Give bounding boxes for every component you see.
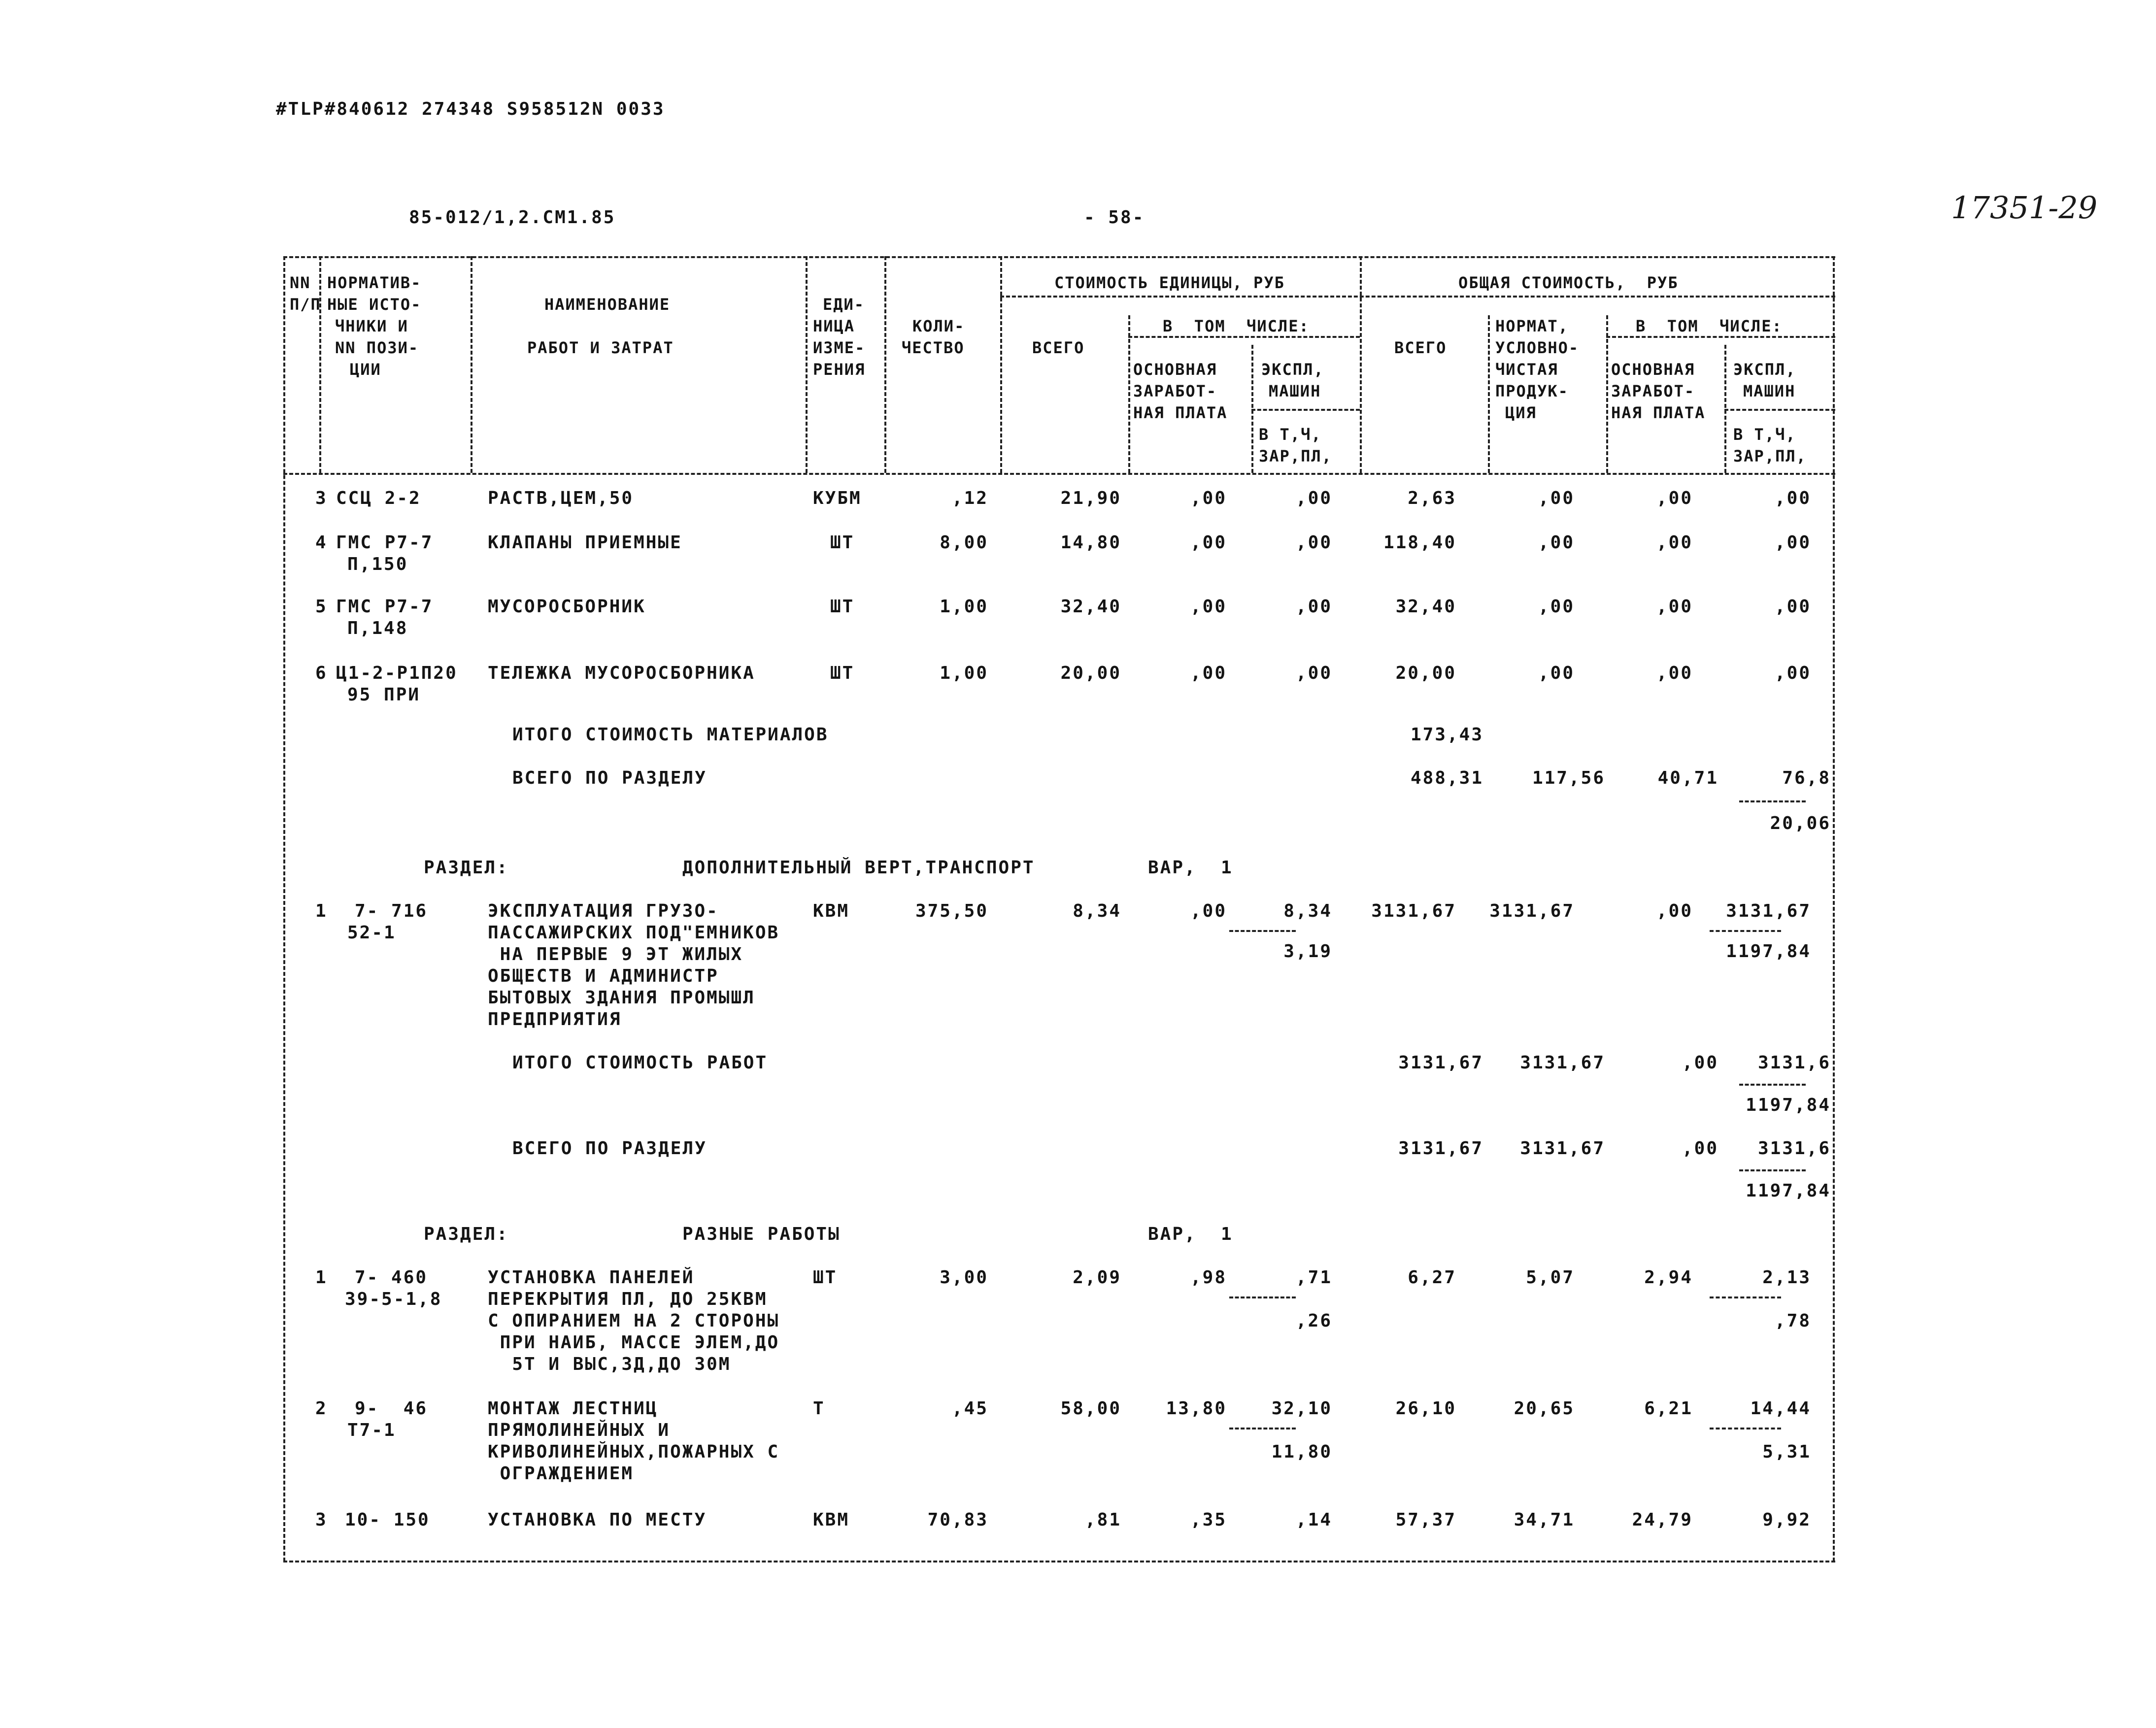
row-qty: 375,50 xyxy=(915,901,988,921)
row-number: 6 xyxy=(315,663,328,683)
row-code: 10- 150 xyxy=(345,1510,430,1530)
row-code: 9- 46 xyxy=(355,1398,428,1419)
table-bottom-border xyxy=(283,1561,1835,1562)
header-total-norm: ЧИСТАЯ xyxy=(1495,360,1558,379)
row-code-line2: П,150 xyxy=(347,554,408,574)
col-divider xyxy=(471,256,472,473)
section-title: РАЗНЫЕ РАБОТЫ xyxy=(682,1224,841,1244)
row-qty: 8,00 xyxy=(940,532,988,553)
fraction-line xyxy=(1739,800,1806,802)
row-number: 2 xyxy=(315,1398,328,1419)
header-unit-wage: НАЯ ПЛАТА xyxy=(1133,403,1228,422)
header-nn: NN xyxy=(290,273,311,292)
row-code: 7- 716 xyxy=(355,901,428,921)
row-number: 1 xyxy=(315,901,328,921)
row-unit: Т xyxy=(813,1398,825,1419)
header-unit: НИЦА xyxy=(813,317,855,335)
col-divider xyxy=(1488,315,1490,473)
page-number: - 58- xyxy=(1084,207,1145,228)
row-unit-wage: 13,80 xyxy=(1166,1398,1227,1419)
row-norm: 5,07 xyxy=(1526,1267,1575,1288)
fraction-line xyxy=(1229,1428,1296,1429)
header-unit-mach-divider xyxy=(1251,409,1360,411)
row-number: 3 xyxy=(315,1510,328,1530)
row-name: ПРЕДПРИЯТИЯ xyxy=(488,1009,622,1030)
header-source: НЫЕ ИСТО- xyxy=(327,295,422,314)
row-unit-mach: ,14 xyxy=(1295,1510,1332,1530)
col-divider xyxy=(1606,315,1608,473)
row-total-mach: 9,92 xyxy=(1762,1510,1811,1530)
row-code-line2: 39-5-1,8 xyxy=(345,1289,442,1309)
row-unit: ШТ xyxy=(830,597,855,617)
header-total-norm: НОРМАТ, xyxy=(1495,317,1569,335)
sum-works-mach: 3131,6 xyxy=(1757,1053,1831,1073)
row-name: ПЕРЕКРЫТИЯ ПЛ, ДО 25КВМ xyxy=(488,1289,768,1309)
page-code: 85-012/1,2.CM1.85 xyxy=(409,207,616,228)
row-code-line2: Т7-1 xyxy=(347,1420,396,1440)
row-code: 7- 460 xyxy=(355,1267,428,1288)
row-name: КРИВОЛИНЕЙНЫХ,ПОЖАРНЫХ С xyxy=(488,1442,780,1462)
header-total-cost-group: ОБЩАЯ СТОИМОСТЬ, РУБ xyxy=(1458,273,1679,292)
row-code-line2: 95 ПРИ xyxy=(347,685,421,705)
header-total-mach: МАШИН xyxy=(1743,382,1796,400)
handwritten-number: 17351-29 xyxy=(1951,190,2098,226)
header-source: ЧНИКИ И xyxy=(335,317,408,335)
sum-section-total: 3131,67 xyxy=(1398,1138,1483,1159)
row-total-mach: ,00 xyxy=(1774,663,1811,683)
row-unit-mach: ,00 xyxy=(1295,663,1332,683)
header-source: НОРМАТИВ- xyxy=(327,273,422,292)
row-name: ПРЯМОЛИНЕЙНЫХ И xyxy=(488,1420,671,1440)
col-divider xyxy=(1360,256,1362,473)
header-total-wage: ОСНОВНАЯ xyxy=(1611,360,1695,379)
header-unit-mach-sub: В Т,Ч, xyxy=(1259,425,1322,444)
row-unit-price: ,81 xyxy=(1084,1510,1121,1530)
col-divider xyxy=(1251,345,1253,473)
row-unit-mach-sub: 11,80 xyxy=(1271,1442,1332,1462)
row-name: ПРИ НАИБ, МАССЕ ЭЛЕМ,ДО xyxy=(488,1332,780,1353)
document-id: #TLP#840612 274348 S958512N 0033 xyxy=(276,99,665,119)
row-qty: 1,00 xyxy=(940,597,988,617)
sum-works-norm: 3131,67 xyxy=(1520,1053,1605,1073)
header-total-norm: ЦИЯ xyxy=(1505,403,1537,422)
row-total: 32,40 xyxy=(1395,597,1456,617)
row-unit-wage: ,98 xyxy=(1190,1267,1227,1288)
row-qty: 70,83 xyxy=(927,1510,988,1530)
sum-section-total: 488,31 xyxy=(1410,768,1483,788)
row-norm: ,00 xyxy=(1538,488,1575,508)
row-name: РАСТВ,ЦЕМ,50 xyxy=(488,488,634,508)
row-unit-price: 32,40 xyxy=(1060,597,1121,617)
row-total: 6,27 xyxy=(1408,1267,1456,1288)
row-unit: ШТ xyxy=(830,663,855,683)
header-total-mach: ЭКСПЛ, xyxy=(1733,360,1796,379)
header-qty: КОЛИ- xyxy=(912,317,965,335)
row-total: 3131,67 xyxy=(1371,901,1456,921)
table-left-border xyxy=(283,256,285,1562)
section-title: ДОПОЛНИТЕЛЬНЫЙ ВЕРТ,ТРАНСПОРТ xyxy=(682,858,1035,878)
row-qty: ,12 xyxy=(951,488,988,508)
row-unit-wage: ,00 xyxy=(1190,488,1227,508)
row-total: 57,37 xyxy=(1395,1510,1456,1530)
header-source: NN ПОЗИ- xyxy=(335,338,419,357)
row-unit-wage: ,35 xyxy=(1190,1510,1227,1530)
row-total-mach: ,00 xyxy=(1774,597,1811,617)
row-norm: ,00 xyxy=(1538,532,1575,553)
row-name: БЫТОВЫХ ЗДАНИЯ ПРОМЫШЛ xyxy=(488,988,755,1008)
sum-works-total: 3131,67 xyxy=(1398,1053,1483,1073)
row-name: ЭКСПЛУАТАЦИЯ ГРУЗО- xyxy=(488,901,719,921)
row-norm: 34,71 xyxy=(1514,1510,1575,1530)
header-total-incl: В ТОМ ЧИСЛЕ: xyxy=(1636,317,1783,335)
fraction-line xyxy=(1229,1296,1296,1298)
row-unit-mach-sub: 3,19 xyxy=(1283,941,1332,962)
header-name: НАИМЕНОВАНИЕ xyxy=(544,295,671,314)
row-unit-mach: 32,10 xyxy=(1271,1398,1332,1419)
section-variant: ВАР, 1 xyxy=(1148,1224,1233,1244)
col-divider xyxy=(806,256,808,473)
row-unit-mach: ,00 xyxy=(1295,532,1332,553)
fraction-line xyxy=(1739,1084,1806,1086)
row-unit-price: 20,00 xyxy=(1060,663,1121,683)
row-total: 2,63 xyxy=(1408,488,1456,508)
sum-works-label: ИТОГО СТОИМОСТЬ РАБОТ xyxy=(512,1053,768,1073)
section-label: РАЗДЕЛ: xyxy=(424,1224,509,1244)
row-unit: КВМ xyxy=(813,1510,850,1530)
header-unit-mach: МАШИН xyxy=(1269,382,1321,400)
header-bottom-border xyxy=(283,473,1835,475)
row-unit-mach: ,71 xyxy=(1295,1267,1332,1288)
header-nn: П/П xyxy=(290,295,321,314)
row-total-wage: ,00 xyxy=(1656,663,1693,683)
header-name: РАБОТ И ЗАТРАТ xyxy=(527,338,674,357)
fraction-line xyxy=(1739,1169,1806,1171)
row-name: НА ПЕРВЫЕ 9 ЭТ ЖИЛЫХ xyxy=(488,944,743,964)
table-top-border xyxy=(283,256,1835,258)
row-total-mach: ,00 xyxy=(1774,488,1811,508)
row-total: 26,10 xyxy=(1395,1398,1456,1419)
row-unit-wage: ,00 xyxy=(1190,663,1227,683)
header-unit: РЕНИЯ xyxy=(813,360,866,379)
col-divider xyxy=(884,256,886,473)
sum-section-wage: ,00 xyxy=(1682,1138,1718,1159)
row-total-mach: 14,44 xyxy=(1750,1398,1811,1419)
row-total-wage: ,00 xyxy=(1656,597,1693,617)
row-norm: 20,65 xyxy=(1514,1398,1575,1419)
row-total-wage: ,00 xyxy=(1656,532,1693,553)
row-unit: КУБМ xyxy=(813,488,862,508)
row-qty: 3,00 xyxy=(940,1267,988,1288)
header-unit-mach: ЭКСПЛ, xyxy=(1261,360,1324,379)
section-variant: ВАР, 1 xyxy=(1148,858,1233,878)
header-unit-mach-sub: ЗАР,ПЛ, xyxy=(1259,447,1332,465)
header-group-divider xyxy=(1000,296,1835,298)
col-divider xyxy=(319,256,321,473)
row-norm: ,00 xyxy=(1538,663,1575,683)
sum-section-norm: 3131,67 xyxy=(1520,1138,1605,1159)
row-name: 5Т И ВЫС,ЗД,ДО 30М xyxy=(488,1354,731,1374)
row-qty: ,45 xyxy=(951,1398,988,1419)
header-total-norm: ПРОДУК- xyxy=(1495,382,1569,400)
header-unit: ИЗМЕ- xyxy=(813,338,866,357)
header-qty: ЧЕСТВО xyxy=(902,338,965,357)
row-code: ГМС Р7-7 xyxy=(336,597,434,617)
row-code: Ц1-2-Р1П20 xyxy=(336,663,458,683)
row-total-wage: 24,79 xyxy=(1632,1510,1693,1530)
row-name: МОНТАЖ ЛЕСТНИЦ xyxy=(488,1398,658,1419)
fraction-line xyxy=(1710,930,1781,932)
fraction-line xyxy=(1710,1296,1781,1298)
row-name: С ОПИРАНИЕМ НА 2 СТОРОНЫ xyxy=(488,1311,780,1331)
row-total-wage: 2,94 xyxy=(1644,1267,1693,1288)
row-name: ТЕЛЕЖКА МУСОРОСБОРНИКА xyxy=(488,663,755,683)
row-name: ОГРАЖДЕНИЕМ xyxy=(488,1463,634,1484)
row-unit-price: 14,80 xyxy=(1060,532,1121,553)
header-source: ЦИИ xyxy=(350,360,381,379)
row-unit-wage: ,00 xyxy=(1190,532,1227,553)
row-norm: ,00 xyxy=(1538,597,1575,617)
row-name: МУСОРОСБОРНИК xyxy=(488,597,646,617)
header-unit-wage: ЗАРАБОТ- xyxy=(1133,382,1217,400)
header-total-wage: ЗАРАБОТ- xyxy=(1611,382,1695,400)
row-number: 1 xyxy=(315,1267,328,1288)
row-total-wage: ,00 xyxy=(1656,488,1693,508)
row-code-line2: 52-1 xyxy=(347,923,396,943)
row-total-mach: 2,13 xyxy=(1762,1267,1811,1288)
header-unit: ЕДИ- xyxy=(823,295,865,314)
section-label: РАЗДЕЛ: xyxy=(424,858,509,878)
row-name: ОБЩЕСТВ И АДМИНИСТР xyxy=(488,966,719,986)
header-unit-incl: В ТОМ ЧИСЛЕ: xyxy=(1163,317,1310,335)
row-unit-mach: 8,34 xyxy=(1283,901,1332,921)
header-total-mach-divider xyxy=(1724,409,1835,411)
row-qty: 1,00 xyxy=(940,663,988,683)
row-unit-price: 21,90 xyxy=(1060,488,1121,508)
col-divider xyxy=(1724,345,1726,473)
sum-materials-label: ИТОГО СТОИМОСТЬ МАТЕРИАЛОВ xyxy=(512,725,829,745)
row-total-mach: 3131,67 xyxy=(1726,901,1811,921)
sum-works-wage: ,00 xyxy=(1682,1053,1718,1073)
row-name: УСТАНОВКА ПАНЕЛЕЙ xyxy=(488,1267,695,1288)
fraction-line xyxy=(1229,930,1296,932)
row-code: ССЦ 2-2 xyxy=(336,488,421,508)
row-unit-price: 8,34 xyxy=(1073,901,1121,921)
row-name: ПАССАЖИРСКИХ ПОД"ЕМНИКОВ xyxy=(488,923,780,943)
row-unit: ШТ xyxy=(830,532,855,553)
row-total: 20,00 xyxy=(1395,663,1456,683)
row-code-line2: П,148 xyxy=(347,618,408,638)
row-unit-price: 2,09 xyxy=(1073,1267,1121,1288)
col-divider xyxy=(1128,315,1130,473)
row-number: 3 xyxy=(315,488,328,508)
header-unit-cost-group: СТОИМОСТЬ ЕДИНИЦЫ, РУБ xyxy=(1054,273,1285,292)
row-code: ГМС Р7-7 xyxy=(336,532,434,553)
row-total-wage: ,00 xyxy=(1656,901,1693,921)
row-unit-wage: ,00 xyxy=(1190,597,1227,617)
row-unit-mach-sub: ,26 xyxy=(1295,1311,1332,1331)
row-total-mach-sub: ,78 xyxy=(1774,1311,1811,1331)
header-total-mach-sub: ЗАР,ПЛ, xyxy=(1733,447,1807,465)
sum-section-norm: 117,56 xyxy=(1532,768,1605,788)
row-total-mach-sub: 1197,84 xyxy=(1726,941,1811,962)
table-right-border xyxy=(1833,256,1835,1562)
row-total: 118,40 xyxy=(1383,532,1456,553)
sum-materials-total: 173,43 xyxy=(1410,725,1483,745)
row-unit: ШТ xyxy=(813,1267,838,1288)
row-unit-wage: ,00 xyxy=(1190,901,1227,921)
sum-section-mach: 76,8 xyxy=(1782,768,1831,788)
sum-section-wage: 40,71 xyxy=(1657,768,1718,788)
row-number: 5 xyxy=(315,597,328,617)
row-unit: КВМ xyxy=(813,901,850,921)
row-unit-price: 58,00 xyxy=(1060,1398,1121,1419)
fraction-line xyxy=(1710,1428,1781,1429)
row-number: 4 xyxy=(315,532,328,553)
header-unit-wage: ОСНОВНАЯ xyxy=(1133,360,1217,379)
sum-section-label: ВСЕГО ПО РАЗДЕЛУ xyxy=(512,1138,707,1159)
row-name: УСТАНОВКА ПО МЕСТУ xyxy=(488,1510,707,1530)
col-divider xyxy=(1000,256,1002,473)
row-total-wage: 6,21 xyxy=(1644,1398,1693,1419)
row-unit-mach: ,00 xyxy=(1295,597,1332,617)
header-total-total: ВСЕГО xyxy=(1394,338,1447,357)
header-total-wage: НАЯ ПЛАТА xyxy=(1611,403,1706,422)
sum-section-label: ВСЕГО ПО РАЗДЕЛУ xyxy=(512,768,707,788)
row-unit-mach: ,00 xyxy=(1295,488,1332,508)
row-norm: 3131,67 xyxy=(1489,901,1575,921)
sum-section-mach: 3131,6 xyxy=(1757,1138,1831,1159)
header-total-mach-sub: В Т,Ч, xyxy=(1733,425,1796,444)
header-unit-total: ВСЕГО xyxy=(1032,338,1085,357)
header-total-norm: УСЛОВНО- xyxy=(1495,338,1580,357)
sum-section-mach-sub: 1197,84 xyxy=(1746,1181,1831,1201)
sum-section-mach-sub: 20,06 xyxy=(1770,813,1831,833)
sum-works-mach-sub: 1197,84 xyxy=(1746,1095,1831,1115)
row-name: КЛАПАНЫ ПРИЕМНЫЕ xyxy=(488,532,682,553)
row-total-mach-sub: 5,31 xyxy=(1762,1442,1811,1462)
row-total-mach: ,00 xyxy=(1774,532,1811,553)
